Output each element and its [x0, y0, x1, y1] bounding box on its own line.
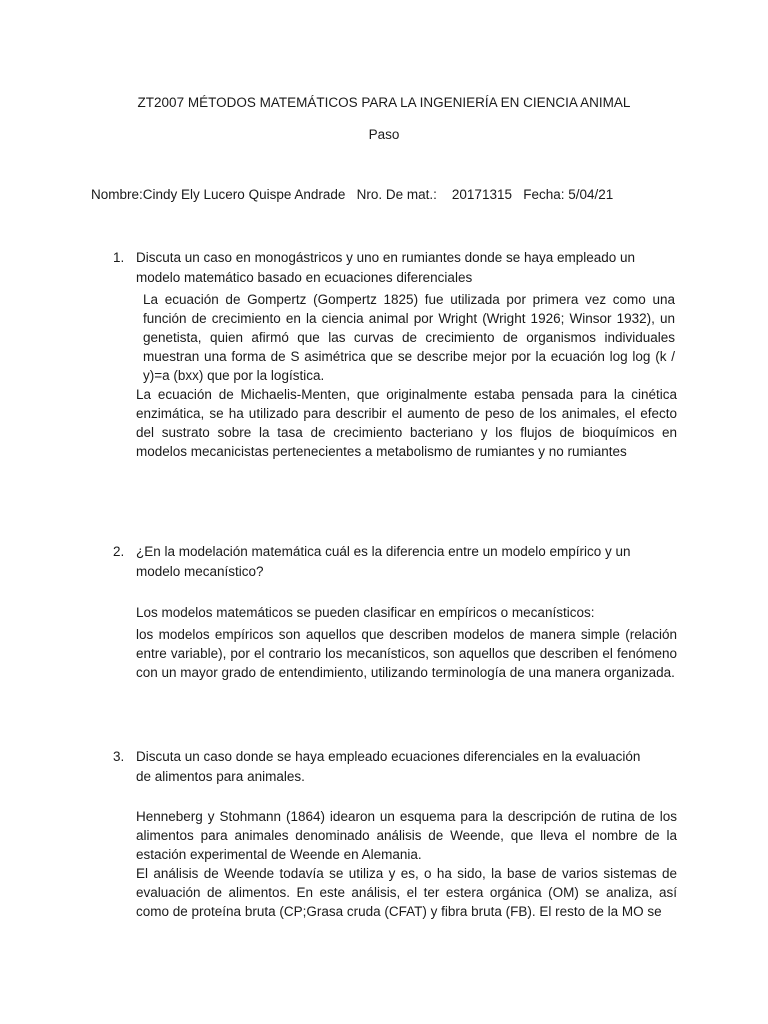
question-1-number: 1.: [113, 250, 125, 265]
question-3-text: Discuta un caso donde se haya empleado ecuaciones diferenciales en la evaluación de alimentos para animales.: [136, 749, 641, 784]
question-1-answer-michaelis-menten: La ecuación de Michaelis-Menten, que originalmente estaba pensada para la cinética enzimática, se ha utilizado para describir el aumento de peso de los animales, el efecto del sustrato sobre la tasa de crecimiento bacteriano y los flujos de bioquímicos en modelos mecanicistas pertenecientes a metabolismo de rumiantes y no rumiantes: [136, 387, 677, 459]
question-3-number: 3.: [113, 749, 125, 764]
question-3-answer-weende-history: Henneberg y Stohmann (1864) idearon un esquema para la descripción de rutina de los alimentos para animales denominado análisis de Weende, que lleva el nombre de la estación experimental de Weende en Alemania.: [136, 809, 677, 862]
document-subtitle: Paso: [368, 127, 400, 142]
question-2-number: 2.: [113, 544, 125, 559]
question-2-text: ¿En la modelación matemática cuál es la diferencia entre un modelo empírico y un modelo mecanístico?: [136, 544, 631, 579]
question-2-answer-intro: Los modelos matemáticos se pueden clasificar en empíricos o mecanísticos:: [136, 605, 595, 620]
question-3-answer-weende-analysis: El análisis de Weende todavía se utiliza y es, o ha sido, la base de varios sistemas de evaluación de alimentos. En este análisis, el ter estera orgánica (OM) se analiza, así como de proteína bruta (CP;Grasa cruda (CFAT) y fibra bruta (FB). El resto de la MO se: [136, 866, 677, 919]
student-info-line: Nombre:Cindy Ely Lucero Quispe Andrade Nro. De mat.: 20171315 Fecha: 5/04/21: [91, 187, 614, 202]
question-1-answer-gompertz: La ecuación de Gompertz (Gompertz 1825) fue utilizada por primera vez como una función de crecimiento en la ciencia animal por Wright (Wright 1926; Winsor 1932), un genetista, quien afirmó que las curvas de crecimiento de organismos individuales muestran una forma de S asimétrica que se describe mejor por la ecuación log log (k / y)=a (bxx) que por la logística.: [143, 292, 675, 383]
question-1-text: Discuta un caso en monogástricos y uno en rumiantes donde se haya empleado un modelo matemático basado en ecuaciones diferenciales: [136, 250, 636, 285]
question-2-answer-body: los modelos empíricos son aquellos que describen modelos de manera simple (relación entre variable), por el contrario los mecanísticos, son aquellos que describen el fenómeno con un mayor grado de entendimiento, utilizando terminología de una manera organizada.: [136, 627, 677, 680]
course-title: ZT2007 MÉTODOS MATEMÁTICOS PARA LA INGENIERÍA EN CIENCIA ANIMAL: [137, 95, 631, 110]
